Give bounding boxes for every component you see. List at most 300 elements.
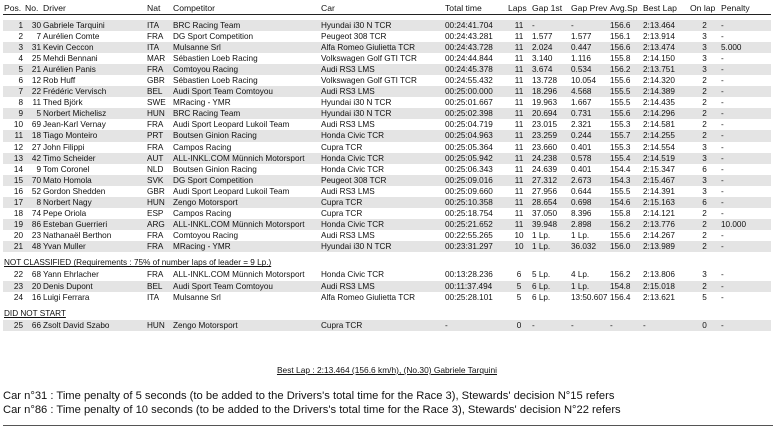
cell-driver: Thed Björk bbox=[43, 98, 83, 108]
cell-penalty: - bbox=[720, 108, 771, 119]
cell-on-lap: 3 bbox=[689, 42, 720, 53]
cell-driver: Pepe Oriola bbox=[43, 209, 87, 219]
result-row bbox=[3, 219, 771, 230]
header-best-lap: Best Lap bbox=[642, 2, 689, 15]
cell-pos: 2 bbox=[18, 31, 23, 41]
cell-driver: Gabriele Tarquini bbox=[42, 20, 146, 31]
cell-gap-prev: 2.898 bbox=[570, 219, 609, 230]
cell-avg-speed: 156.2 bbox=[609, 219, 642, 230]
cell-nat: FRA bbox=[147, 231, 164, 241]
cell-driver: Zsolt David Szabo bbox=[42, 320, 146, 331]
cell-avg-speed: 156.4 bbox=[610, 292, 631, 302]
cell-best-lap: 2:13.776 bbox=[642, 219, 689, 230]
cell-nat: BEL bbox=[146, 281, 172, 292]
cell-no: 69 bbox=[31, 120, 41, 130]
cell-laps: 11 bbox=[507, 175, 531, 186]
cell-gap-first: 1.577 bbox=[532, 31, 553, 41]
cell-gap-first: 2.024 bbox=[531, 42, 570, 53]
cell-no: 8 bbox=[24, 197, 42, 208]
cell-pos: 11 bbox=[3, 130, 24, 141]
header-row bbox=[3, 2, 771, 15]
cell-penalty: - bbox=[721, 98, 724, 108]
cell-penalty: - bbox=[720, 197, 771, 208]
cell-driver: Rob Huff bbox=[43, 75, 76, 85]
cell-penalty: - bbox=[721, 231, 724, 241]
cell-avg-speed: 156.6 bbox=[609, 20, 642, 31]
cell-car: Audi RS3 LMS bbox=[320, 64, 444, 75]
result-row bbox=[3, 86, 771, 97]
cell-nat: SVK bbox=[146, 175, 172, 186]
cell-avg-speed: 154.3 bbox=[609, 175, 642, 186]
cell-best-lap: 2:13.914 bbox=[643, 31, 675, 41]
cell-avg-speed: 155.5 bbox=[610, 98, 631, 108]
cell-on-lap: 2 bbox=[689, 130, 720, 141]
cell-no: 70 bbox=[24, 175, 42, 186]
cell-best-lap: 2:14.435 bbox=[643, 98, 675, 108]
cell-competitor: Campos Racing bbox=[173, 142, 232, 152]
not-classified-heading-label: NOT CLASSIFIED (Requirements : 75% of number laps of leader = 9 Lp.) bbox=[3, 257, 771, 269]
cell-pos: 24 bbox=[13, 292, 23, 302]
header-pos: Pos. bbox=[3, 2, 24, 15]
cell-pos: 16 bbox=[13, 186, 23, 196]
cell-competitor: Comtoyou Racing bbox=[173, 231, 239, 241]
cell-no: 9 bbox=[36, 164, 41, 174]
cell-laps: 11 bbox=[507, 197, 531, 208]
did-not-start-heading bbox=[3, 308, 771, 320]
cell-best-lap: 2:15.163 bbox=[642, 197, 689, 208]
cell-laps: 11 bbox=[514, 142, 524, 152]
cell-gap-prev: - bbox=[570, 320, 609, 331]
cell-total-time: 00:11:37.494 bbox=[444, 281, 507, 292]
cell-total-time: 00:24:43.281 bbox=[445, 31, 493, 41]
cell-gap-prev: 1.116 bbox=[571, 53, 591, 63]
cell-on-lap: 2 bbox=[702, 75, 707, 85]
cell-driver: Esteban Guerrieri bbox=[42, 219, 146, 230]
cell-best-lap: 2:13.464 bbox=[642, 20, 689, 31]
cell-nat: ESP bbox=[147, 209, 164, 219]
cell-on-lap: 3 bbox=[689, 153, 720, 164]
cell-best-lap: 2:15.467 bbox=[642, 175, 689, 186]
cell-competitor: Sébastien Loeb Racing bbox=[173, 75, 258, 85]
cell-no: 42 bbox=[24, 153, 42, 164]
result-row bbox=[3, 142, 771, 153]
cell-nat: ITA bbox=[146, 42, 172, 53]
cell-competitor: BRC Racing Team bbox=[172, 20, 320, 31]
cell-total-time: 00:25:02.398 bbox=[444, 108, 507, 119]
cell-driver: Timo Scheider bbox=[42, 153, 146, 164]
cell-pos: 15 bbox=[3, 175, 24, 186]
cell-pos: 19 bbox=[3, 219, 24, 230]
header-avg-speed: Avg.Sp bbox=[609, 2, 642, 15]
cell-gap-prev: 0.731 bbox=[570, 108, 609, 119]
cell-laps: 5 bbox=[516, 292, 522, 302]
cell-driver: Jean-Karl Vernay bbox=[43, 120, 106, 130]
cell-laps: 11 bbox=[507, 153, 531, 164]
cell-penalty: 10.000 bbox=[720, 219, 771, 230]
cell-pos: 10 bbox=[13, 120, 23, 130]
cell-pos: 23 bbox=[3, 281, 24, 292]
result-row bbox=[3, 20, 771, 31]
cell-no: 21 bbox=[24, 64, 42, 75]
cell-no: 52 bbox=[31, 186, 41, 196]
best-lap-line: Best Lap : 2:13.464 (156.6 km/h), (No.30) Gabriele Tarquini bbox=[276, 365, 498, 375]
cell-avg-speed: 155.6 bbox=[609, 108, 642, 119]
cell-best-lap: 2:14.296 bbox=[642, 108, 689, 119]
cell-nat: PRT bbox=[146, 130, 172, 141]
cell-best-lap: 2:13.806 bbox=[643, 270, 675, 280]
result-row bbox=[3, 208, 771, 219]
cell-competitor: Boutsen Ginion Racing bbox=[173, 164, 257, 174]
cell-pos: 21 bbox=[3, 241, 24, 252]
cell-on-lap: 3 bbox=[689, 175, 720, 186]
cell-avg-speed: 155.4 bbox=[609, 153, 642, 164]
cell-car: Hyundai i30 N TCR bbox=[320, 241, 444, 252]
cell-competitor: MRacing - YMR bbox=[172, 241, 320, 252]
cell-penalty: - bbox=[721, 142, 724, 152]
cell-driver: Yvan Muller bbox=[42, 241, 146, 252]
cell-gap-first: - bbox=[531, 20, 570, 31]
cell-car: Audi RS3 LMS bbox=[321, 120, 375, 130]
cell-on-lap: 6 bbox=[702, 164, 707, 174]
cell-penalty: - bbox=[721, 209, 724, 219]
header-competitor: Competitor bbox=[172, 2, 320, 15]
cell-total-time: 00:24:55.432 bbox=[445, 75, 493, 85]
cell-car: Peugeot 308 TCR bbox=[321, 31, 387, 41]
cell-total-time: 00:25:00.000 bbox=[444, 86, 507, 97]
cell-best-lap: 2:13.474 bbox=[642, 42, 689, 53]
cell-competitor: ALL-INKL.COM Münnich Motorsport bbox=[173, 270, 305, 280]
cell-nat: FRA bbox=[146, 241, 172, 252]
cell-driver: Kevin Ceccon bbox=[42, 42, 146, 53]
cell-total-time: 00:25:21.652 bbox=[444, 219, 507, 230]
cell-competitor: Campos Racing bbox=[173, 209, 232, 219]
cell-gap-first: 24.639 bbox=[532, 164, 558, 174]
cell-total-time: 00:25:09.016 bbox=[444, 175, 507, 186]
cell-penalty: - bbox=[721, 31, 724, 41]
result-row bbox=[3, 320, 771, 331]
cell-gap-prev: - bbox=[570, 20, 609, 31]
cell-laps: 11 bbox=[507, 108, 531, 119]
cell-competitor: ALL-INKL.COM Münnich Motorsport bbox=[172, 219, 320, 230]
cell-avg-speed: 155.6 bbox=[610, 231, 631, 241]
cell-penalty: - bbox=[721, 53, 724, 63]
cell-gap-first: 5 Lp. bbox=[532, 270, 551, 280]
cell-gap-prev: 8.396 bbox=[571, 209, 592, 219]
cell-on-lap: 2 bbox=[702, 209, 707, 219]
header-driver: Driver bbox=[42, 2, 146, 15]
cell-penalty: - bbox=[720, 130, 771, 141]
cell-best-lap: 2:14.267 bbox=[643, 231, 675, 241]
cell-gap-prev: 0.698 bbox=[570, 197, 609, 208]
cell-pos: 3 bbox=[3, 42, 24, 53]
cell-laps: 11 bbox=[514, 53, 524, 63]
cell-total-time: 00:25:04.719 bbox=[445, 120, 493, 130]
cell-avg-speed: 155.5 bbox=[610, 186, 631, 196]
cell-on-lap: 6 bbox=[689, 197, 720, 208]
cell-on-lap: 3 bbox=[702, 186, 707, 196]
cell-laps: 11 bbox=[514, 164, 524, 174]
cell-best-lap: 2:14.320 bbox=[643, 75, 675, 85]
cell-laps: 10 bbox=[514, 231, 524, 241]
cell-penalty: - bbox=[721, 270, 724, 280]
header-total-time: Total time bbox=[444, 2, 507, 15]
cell-on-lap: 2 bbox=[689, 219, 720, 230]
cell-competitor: Audi Sport Leopard Lukoil Team bbox=[173, 120, 290, 130]
result-row bbox=[3, 281, 771, 292]
cell-no: 18 bbox=[24, 130, 42, 141]
cell-laps: 11 bbox=[514, 98, 524, 108]
cell-penalty: - bbox=[720, 86, 771, 97]
cell-avg-speed: 156.0 bbox=[609, 241, 642, 252]
cell-laps: 11 bbox=[507, 219, 531, 230]
cell-driver: Norbert Michelisz bbox=[42, 108, 146, 119]
result-row bbox=[3, 31, 771, 42]
cell-total-time: - bbox=[444, 320, 507, 331]
cell-total-time: 00:13:28.236 bbox=[445, 270, 493, 280]
cell-total-time: 00:25:04.963 bbox=[444, 130, 507, 141]
cell-driver: Denis Dupont bbox=[42, 281, 146, 292]
cell-competitor: DG Sport Competition bbox=[173, 31, 254, 41]
cell-pos: 18 bbox=[13, 209, 23, 219]
cell-total-time: 00:25:18.754 bbox=[445, 209, 493, 219]
cell-pos: 1 bbox=[3, 20, 24, 31]
cell-car: Honda Civic TCR bbox=[320, 153, 444, 164]
cell-best-lap: 2:13.751 bbox=[642, 64, 689, 75]
cell-competitor: BRC Racing Team bbox=[172, 108, 320, 119]
cell-avg-speed: 155.7 bbox=[609, 130, 642, 141]
cell-total-time: 00:25:09.660 bbox=[445, 186, 493, 196]
cell-pos: 14 bbox=[13, 164, 23, 174]
cell-penalty: - bbox=[720, 20, 771, 31]
cell-gap-first: 39.948 bbox=[531, 219, 570, 230]
cell-laps: 6 bbox=[516, 270, 522, 280]
cell-car: Honda Civic TCR bbox=[321, 164, 385, 174]
cell-competitor: Mulsanne Srl bbox=[172, 42, 320, 53]
cell-total-time: 00:24:43.728 bbox=[444, 42, 507, 53]
cell-best-lap: 2:15.018 bbox=[642, 281, 689, 292]
cell-laps: 11 bbox=[507, 20, 531, 31]
cell-penalty: - bbox=[721, 164, 724, 174]
cell-car: Cupra TCR bbox=[320, 197, 444, 208]
cell-best-lap: - bbox=[642, 320, 689, 331]
cell-avg-speed: 156.6 bbox=[609, 42, 642, 53]
cell-gap-prev: 0.401 bbox=[571, 164, 592, 174]
cell-total-time: 00:24:44.844 bbox=[445, 53, 493, 63]
cell-car: Honda Civic TCR bbox=[320, 130, 444, 141]
cell-avg-speed: 155.3 bbox=[610, 142, 631, 152]
cell-gap-prev: 0.244 bbox=[570, 130, 609, 141]
header-car: Car bbox=[320, 2, 444, 15]
result-row bbox=[3, 42, 771, 53]
cell-on-lap: 0 bbox=[689, 320, 720, 331]
cell-penalty: - bbox=[720, 320, 771, 331]
cell-on-lap: 2 bbox=[689, 86, 720, 97]
cell-car: Hyundai i30 N TCR bbox=[321, 98, 392, 108]
cell-competitor: DG Sport Competition bbox=[172, 175, 320, 186]
cell-car: Hyundai i30 N TCR bbox=[320, 108, 444, 119]
cell-car: Audi RS3 LMS bbox=[320, 86, 444, 97]
cell-car: Cupra TCR bbox=[320, 320, 444, 331]
cell-no: 86 bbox=[24, 219, 42, 230]
cell-driver: Mehdi Bennani bbox=[43, 53, 98, 63]
header-on-lap: On lap bbox=[689, 2, 720, 15]
not-classified-heading bbox=[3, 257, 771, 269]
cell-competitor: Boutsen Ginion Racing bbox=[172, 130, 320, 141]
classified-results bbox=[3, 15, 771, 331]
results-table bbox=[3, 2, 771, 331]
cell-driver: Aurélien Panis bbox=[42, 64, 146, 75]
cell-penalty: - bbox=[720, 281, 771, 292]
result-row bbox=[3, 164, 771, 175]
cell-driver: Nathanaël Berthon bbox=[43, 231, 112, 241]
cell-gap-prev: 4.568 bbox=[570, 86, 609, 97]
cell-nat: AUT bbox=[146, 153, 172, 164]
cell-gap-first: 27.956 bbox=[532, 186, 558, 196]
cell-pos: 9 bbox=[3, 108, 24, 119]
cell-no: 66 bbox=[24, 320, 42, 331]
cell-total-time: 00:25:05.942 bbox=[444, 153, 507, 164]
cell-competitor: Audi Sport Team Comtoyou bbox=[172, 281, 320, 292]
result-row bbox=[3, 153, 771, 164]
cell-avg-speed: 155.3 bbox=[610, 120, 631, 130]
cell-driver: Gordon Shedden bbox=[43, 186, 106, 196]
result-row bbox=[3, 269, 771, 280]
header-gap-first: Gap 1st bbox=[531, 2, 570, 15]
cell-nat: FRA bbox=[147, 120, 164, 130]
cell-no: 74 bbox=[31, 209, 41, 219]
cell-gap-prev: 13:50.607 bbox=[571, 292, 608, 302]
cell-pos: 12 bbox=[13, 142, 23, 152]
cell-nat: HUN bbox=[146, 108, 172, 119]
cell-gap-prev: 1 Lp. bbox=[571, 231, 590, 241]
cell-on-lap: 2 bbox=[689, 281, 720, 292]
cell-best-lap: 2:15.347 bbox=[643, 164, 675, 174]
cell-competitor: ALL-INKL.COM Münnich Motorsport bbox=[172, 153, 320, 164]
result-row bbox=[3, 97, 771, 108]
cell-penalty: - bbox=[721, 75, 724, 85]
cell-car: Alfa Romeo Giulietta TCR bbox=[320, 42, 444, 53]
cell-on-lap: 2 bbox=[702, 98, 707, 108]
cell-pos: 13 bbox=[3, 153, 24, 164]
cell-driver: Aurélien Comte bbox=[43, 31, 100, 41]
cell-on-lap: 5 bbox=[702, 292, 707, 302]
cell-gap-prev: 0.534 bbox=[570, 64, 609, 75]
cell-no: 11 bbox=[32, 98, 41, 108]
cell-gap-first: 23.259 bbox=[531, 130, 570, 141]
cell-car: Cupra TCR bbox=[321, 142, 363, 152]
cell-laps: 11 bbox=[507, 86, 531, 97]
cell-on-lap: 2 bbox=[689, 241, 720, 252]
cell-no: 7 bbox=[36, 31, 41, 41]
cell-gap-first: 24.238 bbox=[531, 153, 570, 164]
cell-car: Honda Civic TCR bbox=[320, 219, 444, 230]
note-car-31: Car n°31 : Time penalty of 5 seconds (to be added to the Drivers's total time for the Race 3), Stewards' decision N°15 refers bbox=[3, 390, 615, 402]
cell-gap-first: 6 Lp. bbox=[532, 292, 551, 302]
cell-no: 30 bbox=[24, 20, 42, 31]
cell-driver: Mato Homola bbox=[42, 175, 146, 186]
cell-laps: 11 bbox=[507, 42, 531, 53]
cell-best-lap: 2:14.389 bbox=[642, 86, 689, 97]
cell-penalty: - bbox=[720, 153, 771, 164]
result-row bbox=[3, 64, 771, 75]
cell-gap-prev: 0.401 bbox=[571, 142, 592, 152]
cell-no: 68 bbox=[31, 270, 41, 280]
result-row bbox=[3, 108, 771, 119]
result-row bbox=[3, 186, 771, 197]
cell-pos: 6 bbox=[18, 75, 23, 85]
cell-avg-speed: 154.6 bbox=[609, 197, 642, 208]
header-no: No. bbox=[24, 2, 42, 15]
cell-gap-first: 3.140 bbox=[532, 53, 553, 63]
cell-total-time: 00:25:06.343 bbox=[445, 164, 493, 174]
cell-driver: Tiago Monteiro bbox=[42, 130, 146, 141]
cell-nat: MAR bbox=[147, 53, 166, 63]
cell-best-lap: 2:14.554 bbox=[643, 142, 675, 152]
cell-gap-prev: 0.644 bbox=[571, 186, 592, 196]
cell-avg-speed: 155.6 bbox=[610, 75, 631, 85]
cell-laps: 11 bbox=[514, 31, 524, 41]
cell-gap-first: 20.694 bbox=[531, 108, 570, 119]
cell-gap-prev: 0.578 bbox=[570, 153, 609, 164]
cell-on-lap: 3 bbox=[689, 64, 720, 75]
cell-on-lap: 3 bbox=[702, 31, 707, 41]
cell-gap-prev: 1.577 bbox=[571, 31, 592, 41]
result-row bbox=[3, 175, 771, 186]
cell-nat: SWE bbox=[147, 98, 166, 108]
cell-penalty: - bbox=[721, 186, 724, 196]
did-not-start-heading-label: DID NOT START bbox=[3, 308, 771, 320]
cell-car: Audi RS3 LMS bbox=[321, 186, 375, 196]
cell-avg-speed: 154.4 bbox=[610, 164, 631, 174]
cell-nat: GBR bbox=[147, 186, 165, 196]
cell-gap-prev: 2.321 bbox=[571, 120, 592, 130]
cell-gap-first: 18.296 bbox=[531, 86, 570, 97]
cell-competitor: Zengo Motorsport bbox=[172, 197, 320, 208]
cell-driver: John Filippi bbox=[43, 142, 85, 152]
cell-penalty: - bbox=[720, 241, 771, 252]
cell-nat: FRA bbox=[147, 270, 164, 280]
cell-pos: 8 bbox=[18, 98, 23, 108]
cell-pos: 22 bbox=[13, 270, 23, 280]
cell-best-lap: 2:14.255 bbox=[642, 130, 689, 141]
cell-laps: 11 bbox=[514, 75, 524, 85]
cell-avg-speed: 156.1 bbox=[610, 31, 631, 41]
result-row bbox=[3, 130, 771, 141]
cell-nat: ITA bbox=[146, 20, 172, 31]
cell-gap-first: 6 Lp. bbox=[531, 281, 570, 292]
cell-nat: ITA bbox=[147, 292, 160, 302]
cell-gap-prev: 1 Lp. bbox=[570, 281, 609, 292]
cell-gap-first: 13.728 bbox=[532, 75, 558, 85]
cell-avg-speed: 154.8 bbox=[609, 281, 642, 292]
cell-no: 22 bbox=[24, 86, 42, 97]
cell-car: Audi RS3 LMS bbox=[321, 231, 375, 241]
cell-penalty: 5.000 bbox=[720, 42, 771, 53]
cell-nat: HUN bbox=[146, 320, 172, 331]
cell-gap-prev: 0.447 bbox=[570, 42, 609, 53]
cell-avg-speed: 155.8 bbox=[610, 209, 631, 219]
cell-no: 27 bbox=[31, 142, 41, 152]
cell-pos: 20 bbox=[13, 231, 23, 241]
stewards-notes bbox=[3, 389, 621, 417]
cell-gap-first: 37.050 bbox=[532, 209, 558, 219]
cell-no: 25 bbox=[31, 53, 41, 63]
cell-no: 23 bbox=[31, 231, 41, 241]
cell-gap-first: 3.674 bbox=[531, 64, 570, 75]
cell-nat: GBR bbox=[147, 75, 165, 85]
cell-competitor: Audi Sport Leopard Lukoil Team bbox=[173, 186, 290, 196]
cell-gap-first: 1 Lp. bbox=[532, 231, 551, 241]
